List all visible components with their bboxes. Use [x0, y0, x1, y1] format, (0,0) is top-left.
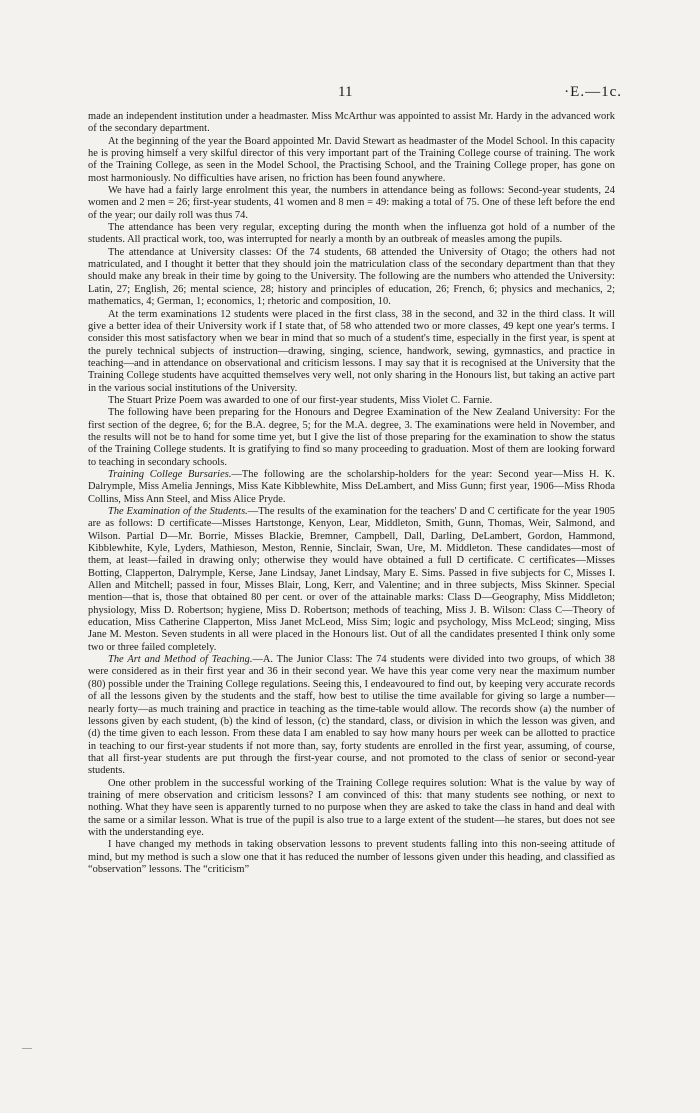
margin-mark: —	[22, 1043, 32, 1054]
paragraph: The attendance at University classes: Of the 74 students, 68 attended the University of Otago; the others had not matriculated, and I thought it better that they should join the matriculation class of the secondary department than that they should make any break in their time by going to the University. The following are the numbers who attended the University: Latin, 27; English, 26; mental science, 28; history and principles of education, 26; French, 6; physics and mechanics, 2; mathematics, 4; German, 1; economics, 1; rhetoric and composition, 10.	[88, 246, 615, 308]
paragraph: made an independent institution under a headmaster. Miss McArthur was appointed to assist Mr. Hardy in the advanced work of the secondary department.	[88, 111, 615, 135]
paragraph: The following have been preparing for the Honours and Degree Examination of the New Zealand University: For the first section of the degree, 6; for the B.A. degree, 5; for the M.A. degree, 3. The examinations were held in November, and the results will not be to hand for some time yet, but I give the list of those preparing for the examination to show the status of the Training College students. It is gratifying to find so many proceeding to graduation. Most of them are looking forward to teaching in secondary schools.	[88, 407, 615, 468]
body-text	[88, 111, 615, 876]
paragraph: The Examination of the Students.—The results of the examination for the teachers' D and C certificate for the year 1905 are as follows: D certificate—Misses Hartstonge, Kenyon, Lear, Middleton, Smith, Gunn, Thomas, Weir, Salmond, and Wilson. Partial D—Mr. Borrie, Misses Blackie, Bremner, Campbell, Dall, Darling, DeLambert, Gordon, Hammond, Kibblewhite, Kyle, Lyders, Mathieson, Meston, Rennie, Sinclair, Swan, Ure, M. Middleton. These candidates—most of them, at least—failed in drawing only; otherwise they would have obtained a full D certificate. C certificates—Misses Botting, Clapperton, Dalrymple, Kerse, Jane Lindsay, Janet Lindsay, Mary E. Sims. Passed in five subjects for C, Misses I. Allen and Mitchell; passed in four, Misses Blair, Long, Kerr, and Valentine; and in three subjects, Miss Skinner. Special mention—that is, those that obtained 80 per cent. or over of the attainable marks: Class D—Geography, Miss Middleton; physiology, Miss D. Robertson; hygiene, Miss D. Robertson; methods of teaching, Miss J. B. Wilson: Class C—Theory of education, Miss Catherine Clapperton, Miss Janet McLeod, Miss Sim; logic and psychology, Miss McLeod; singing, Miss Jane M. Meston. Seven students in all were placed in the Honours list. Out of all the candidates presented I think only some two or three failed completely.	[88, 506, 615, 653]
paragraph: At the term examinations 12 students were placed in the first class, 38 in the second, and 32 in the third class. It will give a better idea of their University work if I state that, of 58 who attended two or more classes, 49 kept one year's terms. I consider this most satisfactory when we bear in mind that so much of a student's time, especially in the first year, is spent at the purely technical subjects of instruction—drawing, singing, science, handwork, sewing, gymnastics, and practice in teaching—and in attendance on observational and criticism lessons. I may say that it is recognised at the University that the Training College students have acquitted themselves very well, not only sharing in the Honours list, but taking an active part in the various social institutions of the University.	[88, 308, 615, 394]
paragraph: We have had a fairly large enrolment this year, the numbers in attendance being as follows: Second-year students, 24 women and 2 men = 26; first-year students, 41 women and 8 men = 49: making a total of 75. One of these left before the end of the year; our daily roll was thus 74.	[88, 185, 615, 221]
paragraph: The attendance has been very regular, excepting during the month when the influenza got hold of a number of the students. All practical work, too, was interrupted for nearly a month by an outbreak of measles among the pupils.	[88, 222, 615, 246]
section-heading: Training College Bursaries.	[108, 468, 232, 480]
paragraph: Training College Bursaries.—The following are the scholarship-holders for the year: Second year—Miss H. K. Dalrymple, Miss Amelia Jennings, Miss Kate Kibblewhite, Miss DeLambert, and Miss Gunn; first year, 1906—Miss Rhoda Collins, Miss Ann Steel, and Miss Alice Pryde.	[88, 468, 615, 505]
section-heading: The Art and Method of Teaching.	[108, 654, 253, 666]
section-heading: The Examination of the Students.	[108, 506, 248, 517]
paragraph: At the beginning of the year the Board appointed Mr. David Stewart as headmaster of the Model School. In this capacity he is proving himself a very skilful director of this very important part of the Training College course of training. The work of the Training College, as seen in the Model School, the Practising School, and the Training College proper, has gone on most harmoniously. No difficulties have arisen, no friction has been found anywhere.	[88, 135, 615, 184]
paragraph: The Art and Method of Teaching.—A. The Junior Class: The 74 students were divided into two groups, of which 38 were considered as in their first year and 36 in their second year. We have this year come very near the maximum number (80) possible under the Training College regulations. Seeing this, I endeavoured to find out, by keeping very accurate records of all the lessons given by the students and the staff, how best to utilise the time available for giving so large a number—nearly forty—as much training and practice in teaching as the time-table would allow. The records show (a) the number of lessons given by each student, (b) the kind of lesson, (c) the standard, class, or division in which the lesson was given, and (d) the time given to each lesson. From these data I am enabled to say how many hours per week can be allotted to practice in teaching to our first-year students if not more than, say, forty students are enrolled in the first year, assuming, of course, that all first-year students are put through the first-year course, and not promoted to the class of senior or second-year students.	[88, 654, 615, 777]
page-number: 11	[338, 84, 353, 100]
paragraph: The Stuart Prize Poem was awarded to one of our first-year students, Miss Violet C. Farnie.	[108, 394, 493, 406]
report-reference: ·E.—1c.	[564, 84, 622, 100]
paragraph: I have changed my methods in taking observation lessons to prevent students falling into this non-seeing attitude of mind, but my method is such a slow one that it has reduced the number of lessons given under this heading, and classified as “observation” lessons. The “criticism”	[88, 839, 615, 875]
paragraph: One other problem in the successful working of the Training College requires solution: What is the value by way of training of mere observation and criticism lessons? I am convinced of this: that many students see nothing, or next to nothing. What they have seen is apparently turned to no purpose when they are asked to take the class in hand and deal with the same or a similar lesson. What is true of the pupil is also true to a large extent of the student—he stares, but does not see with the understanding eye.	[88, 777, 615, 838]
